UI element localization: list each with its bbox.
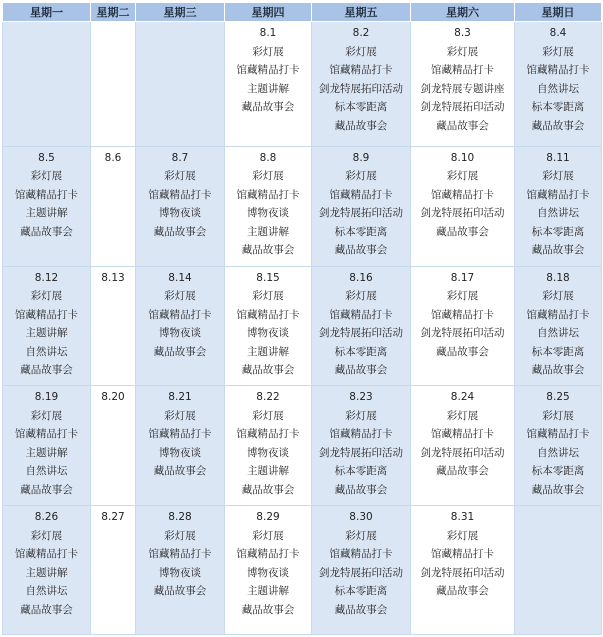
day-cell: [411, 266, 515, 386]
event-item: 主题讲解: [247, 345, 289, 358]
event-item: 藏品故事会: [153, 585, 207, 598]
event-item: 剑龙特展拓印活动: [420, 327, 505, 340]
day-date: 8.31: [450, 511, 475, 524]
day-cell: [3, 22, 91, 147]
event-item: 藏品故事会: [531, 364, 585, 377]
event-item: 标本零距离: [334, 345, 388, 358]
event-item: 博物夜谈: [247, 327, 289, 340]
day-cell: [225, 506, 312, 635]
event-item: 馆藏精品打卡: [236, 188, 300, 201]
day-cell: [91, 266, 136, 386]
event-item: 标本零距离: [334, 585, 388, 598]
day-date: 8.18: [546, 271, 570, 284]
event-item: 博物夜谈: [247, 446, 289, 459]
day-date: 8.15: [256, 271, 280, 284]
event-item: 彩灯展: [252, 45, 284, 58]
event-item: 馆藏精品打卡: [526, 308, 590, 321]
day-date: 8.29: [256, 511, 280, 524]
week-row: [3, 146, 602, 266]
day-cell: [136, 386, 225, 506]
event-item: 彩灯展: [164, 170, 196, 183]
event-item: 馆藏精品打卡: [329, 188, 393, 201]
event-item: 馆藏精品打卡: [526, 188, 590, 201]
weekday-header-sun: 星期日: [515, 3, 602, 22]
day-cell: [225, 22, 312, 147]
day-cell: [3, 146, 91, 266]
event-item: 彩灯展: [446, 409, 479, 422]
event-item: 标本零距离: [531, 225, 585, 238]
event-item: 彩灯展: [30, 290, 63, 303]
day-cell: [91, 386, 136, 506]
weekday-header-wed: 星期三: [136, 3, 225, 22]
event-item: 馆藏精品打卡: [431, 188, 494, 201]
event-item: 博物夜谈: [247, 207, 289, 220]
day-date: 8.9: [352, 151, 370, 164]
event-item: 彩灯展: [446, 170, 479, 183]
event-item: 彩灯展: [542, 45, 574, 58]
event-item: 彩灯展: [446, 529, 479, 542]
weekday-header-row: [3, 3, 602, 22]
event-item: 藏品故事会: [241, 483, 295, 496]
event-item: 彩灯展: [542, 290, 574, 303]
event-item: 标本零距离: [334, 465, 388, 478]
event-item: 馆藏精品打卡: [15, 548, 78, 561]
event-item: 藏品故事会: [436, 465, 489, 478]
event-item: 彩灯展: [252, 409, 284, 422]
day-cell: [136, 266, 225, 386]
day-date: 8.23: [349, 391, 373, 404]
day-date: 8.26: [34, 511, 59, 524]
event-item: 馆藏精品打卡: [431, 308, 494, 321]
event-item: 博物夜谈: [159, 207, 201, 220]
day-date: 8.5: [38, 151, 55, 164]
event-item: 主题讲解: [247, 465, 289, 478]
event-item: 馆藏精品打卡: [329, 64, 393, 76]
event-item: 藏品故事会: [436, 119, 489, 132]
event-item: 彩灯展: [446, 45, 479, 58]
event-item: 彩灯展: [252, 290, 284, 303]
event-item: 剑龙特展拓印活动: [319, 207, 403, 220]
event-item: 剑龙特展拓印活动: [420, 101, 505, 113]
event-item: 藏品故事会: [241, 101, 295, 113]
event-item: 自然讲坛: [25, 465, 68, 478]
event-item: 自然讲坛: [537, 446, 579, 459]
weekday-header-fri: 星期五: [312, 3, 411, 22]
day-cell: [136, 22, 225, 147]
event-item: 藏品故事会: [241, 364, 295, 377]
event-item: 剑龙特展拓印活动: [420, 446, 505, 459]
day-date: 8.14: [168, 271, 192, 284]
event-item: 彩灯展: [345, 170, 377, 183]
event-item: 主题讲解: [25, 566, 68, 579]
day-cell: [136, 146, 225, 266]
event-item: 博物夜谈: [159, 327, 201, 340]
day-date: 8.20: [101, 391, 125, 404]
event-item: 彩灯展: [345, 45, 377, 58]
event-item: 藏品故事会: [241, 244, 295, 257]
event-item: 标本零距离: [334, 225, 388, 238]
event-item: 馆藏精品打卡: [148, 308, 212, 321]
day-cell: [312, 506, 411, 635]
day-date: 8.25: [546, 391, 570, 404]
day-date: 8.7: [171, 151, 189, 164]
week-row: [3, 506, 602, 635]
weekday-header-sat: 星期六: [411, 3, 515, 22]
event-item: 藏品故事会: [20, 603, 73, 616]
event-item: 彩灯展: [542, 409, 574, 422]
weekday-header-mon: 星期一: [3, 3, 91, 22]
day-cell: [136, 506, 225, 635]
event-item: 彩灯展: [542, 170, 574, 183]
day-date: 8.21: [168, 391, 192, 404]
event-item: 剑龙特展拓印活动: [319, 566, 403, 579]
event-item: 藏品故事会: [334, 119, 388, 132]
event-item: 藏品故事会: [153, 225, 207, 238]
day-date: 8.11: [546, 151, 570, 164]
event-item: 馆藏精品打卡: [526, 428, 590, 441]
event-item: 彩灯展: [345, 409, 377, 422]
event-item: 彩灯展: [164, 409, 196, 422]
day-cell: [225, 146, 312, 266]
event-item: 剑龙特展拓印活动: [420, 566, 505, 579]
event-item: 藏品故事会: [334, 244, 388, 257]
day-date: 8.24: [450, 391, 475, 404]
day-date: 8.16: [349, 271, 373, 284]
day-date: 8.10: [450, 151, 475, 164]
event-item: 彩灯展: [345, 290, 377, 303]
event-item: 标本零距离: [531, 345, 585, 358]
weekday-header-thu: 星期四: [225, 3, 312, 22]
event-item: 馆藏精品打卡: [431, 548, 494, 561]
day-cell: [3, 266, 91, 386]
day-cell: [225, 386, 312, 506]
day-cell: [91, 146, 136, 266]
week-row: [3, 266, 602, 386]
event-item: 馆藏精品打卡: [329, 428, 393, 441]
event-item: 馆藏精品打卡: [236, 64, 300, 76]
event-item: 藏品故事会: [531, 244, 585, 257]
event-item: 博物夜谈: [159, 566, 201, 579]
event-item: 馆藏精品打卡: [236, 308, 300, 321]
event-item: 彩灯展: [345, 529, 377, 542]
event-item: 彩灯展: [164, 529, 196, 542]
event-item: 彩灯展: [252, 170, 284, 183]
day-cell: [312, 146, 411, 266]
event-item: 藏品故事会: [241, 603, 295, 616]
event-item: 彩灯展: [164, 290, 196, 303]
event-item: 主题讲解: [25, 327, 68, 340]
event-item: 主题讲解: [247, 585, 289, 598]
day-date: 8.27: [101, 511, 125, 524]
event-item: 博物夜谈: [247, 566, 289, 579]
event-item: 自然讲坛: [25, 345, 68, 358]
event-item: 彩灯展: [252, 529, 284, 542]
day-cell: [515, 22, 602, 147]
event-item: 剑龙特展拓印活动: [420, 207, 505, 220]
event-item: 馆藏精品打卡: [15, 308, 78, 321]
event-item: 标本零距离: [531, 101, 585, 113]
event-item: 主题讲解: [247, 82, 289, 95]
day-cell: [312, 22, 411, 147]
event-item: 馆藏精品打卡: [236, 548, 300, 561]
event-item: 藏品故事会: [436, 585, 489, 598]
event-item: 标本零距离: [334, 101, 388, 113]
event-item: 博物夜谈: [159, 446, 201, 459]
day-cell: [3, 506, 91, 635]
event-item: 藏品故事会: [334, 603, 388, 616]
day-date: 8.28: [168, 511, 192, 524]
event-item: 彩灯展: [30, 170, 63, 183]
day-cell: [3, 386, 91, 506]
day-cell: [312, 266, 411, 386]
event-item: 自然讲坛: [537, 207, 579, 220]
event-item: 藏品故事会: [531, 119, 585, 132]
event-item: 彩灯展: [30, 409, 63, 422]
event-item: 藏品故事会: [153, 345, 207, 358]
day-date: 8.19: [34, 391, 59, 404]
day-cell: [411, 386, 515, 506]
calendar-body: [3, 22, 602, 635]
event-item: 藏品故事会: [334, 483, 388, 496]
day-date: 8.8: [259, 151, 277, 164]
event-item: 藏品故事会: [20, 225, 73, 238]
event-item: 主题讲解: [25, 446, 68, 459]
event-item: 藏品故事会: [436, 225, 489, 238]
event-item: 馆藏精品打卡: [148, 548, 212, 561]
day-date: 8.22: [256, 391, 280, 404]
day-date: 8.30: [349, 511, 373, 524]
day-date: 8.12: [34, 271, 59, 284]
event-item: 馆藏精品打卡: [15, 428, 78, 441]
day-cell: [411, 146, 515, 266]
event-item: 藏品故事会: [531, 483, 585, 496]
event-item: 馆藏精品打卡: [431, 64, 494, 76]
event-item: 主题讲解: [247, 225, 289, 238]
day-date: 8.2: [352, 27, 370, 39]
event-item: 藏品故事会: [436, 345, 489, 358]
event-item: 馆藏精品打卡: [329, 548, 393, 561]
event-item: 馆藏精品打卡: [15, 188, 78, 201]
event-item: 藏品故事会: [334, 364, 388, 377]
day-cell: [91, 22, 136, 147]
day-cell: [515, 386, 602, 506]
day-cell: [225, 266, 312, 386]
day-date: 8.13: [101, 271, 125, 284]
day-date: 8.6: [104, 151, 122, 164]
event-item: 馆藏精品打卡: [148, 428, 212, 441]
event-item: 自然讲坛: [537, 327, 579, 340]
event-item: 馆藏精品打卡: [148, 188, 212, 201]
event-calendar-table: [2, 2, 602, 635]
day-date: 8.3: [454, 27, 471, 39]
event-item: 藏品故事会: [20, 364, 73, 377]
day-date: 8.1: [259, 27, 277, 39]
event-item: 馆藏精品打卡: [236, 428, 300, 441]
event-item: 剑龙特展专题讲座: [420, 82, 505, 95]
event-item: 馆藏精品打卡: [526, 64, 590, 76]
day-cell: [312, 386, 411, 506]
day-cell: [515, 146, 602, 266]
event-item: 藏品故事会: [153, 465, 207, 478]
event-item: 彩灯展: [30, 529, 63, 542]
event-item: 剑龙特展拓印活动: [319, 327, 403, 340]
weekday-header-tue: 星期二: [91, 3, 136, 22]
event-item: 彩灯展: [446, 290, 479, 303]
day-cell: [91, 506, 136, 635]
event-item: 剑龙特展拓印活动: [319, 82, 403, 95]
event-item: 主题讲解: [25, 207, 68, 220]
event-item: 自然讲坛: [537, 82, 579, 95]
day-date: 8.4: [549, 27, 567, 39]
event-item: 自然讲坛: [25, 585, 68, 598]
day-date: 8.17: [450, 271, 475, 284]
event-item: 馆藏精品打卡: [329, 308, 393, 321]
day-cell: [515, 266, 602, 386]
event-item: 剑龙特展拓印活动: [319, 446, 403, 459]
day-cell: [411, 22, 515, 147]
event-item: 藏品故事会: [20, 483, 73, 496]
week-row: [3, 22, 602, 147]
day-cell: [411, 506, 515, 635]
week-row: [3, 386, 602, 506]
event-item: 馆藏精品打卡: [431, 428, 494, 441]
event-item: 标本零距离: [531, 465, 585, 478]
day-cell: [515, 506, 602, 635]
